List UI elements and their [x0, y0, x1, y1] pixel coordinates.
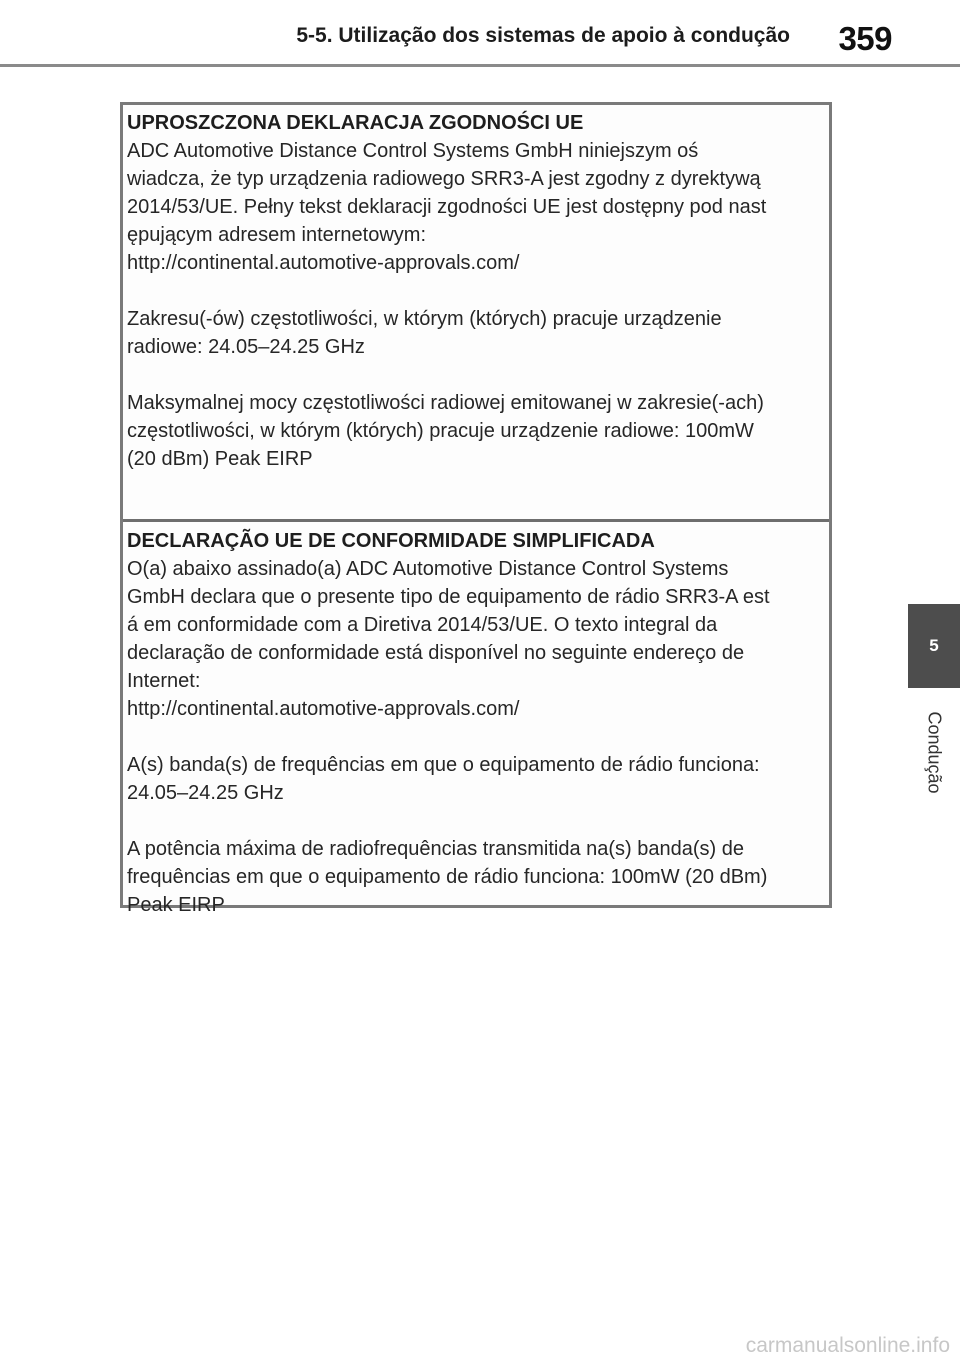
header-rule	[0, 64, 960, 67]
chapter-number: 5	[929, 636, 939, 655]
declaration-title: DECLARAÇÃO UE DE CONFORMIDADE SIMPLIFICADA	[127, 530, 655, 552]
text-line: radiowe: 24.05–24.25 GHz	[127, 336, 365, 358]
text-line: ADC Automotive Distance Control Systems GmbH niniejszym oś	[127, 140, 699, 162]
spacer	[127, 277, 825, 305]
text-line: ępującym adresem internetowym:	[127, 224, 427, 246]
text-line: GmbH declara que o presente tipo de equipamento de rádio SRR3-A est	[127, 586, 770, 608]
text-line: á em conformidade com a Diretiva 2014/53/UE. O texto integral da	[127, 614, 718, 636]
page-header	[0, 0, 960, 66]
section-divider	[123, 519, 829, 522]
text-line: Internet:	[127, 670, 201, 692]
declaration-title: UPROSZCZONA DEKLARACJA ZGODNOŚCI UE	[127, 112, 584, 134]
text-line: Peak EIRP	[127, 894, 225, 916]
spacer	[127, 807, 825, 835]
declaration-polish	[123, 105, 829, 521]
section-title: 5-5. Utilização dos sistemas de apoio à condução	[296, 24, 790, 47]
spacer	[127, 723, 825, 751]
text-line: Zakresu(-ów) częstotliwości, w którym (których) pracuje urządzenie	[127, 308, 722, 330]
page-number: 359	[838, 20, 892, 57]
text-line: 24.05–24.25 GHz	[127, 782, 284, 804]
text-line: wiadcza, że typ urządzenia radiowego SRR3-A jest zgodny z dyrektywą	[127, 168, 761, 190]
text-line: declaração de conformidade está disponível no seguinte endereço de	[127, 642, 745, 664]
url-text: http://continental.automotive-approvals.com/	[127, 698, 520, 720]
text-line: (20 dBm) Peak EIRP	[127, 448, 313, 470]
chapter-tab[interactable]	[908, 604, 960, 688]
text-line: Maksymalnej mocy częstotliwości radiowej emitowanej w zakresie(-ach)	[127, 392, 764, 414]
url-text: http://continental.automotive-approvals.com/	[127, 252, 520, 274]
declaration-portuguese	[123, 523, 829, 916]
text-line: A potência máxima de radiofrequências transmitida na(s) banda(s) de	[127, 838, 744, 860]
spacer	[127, 361, 825, 389]
text-line: częstotliwości, w którym (których) pracuje urządzenie radiowe: 100mW	[127, 420, 754, 442]
text-line: 2014/53/UE. Pełny tekst deklaracji zgodności UE jest dostępny pod nast	[127, 196, 767, 218]
declaration-box	[120, 102, 832, 916]
chapter-label-text: Condução	[924, 710, 945, 794]
text-line: A(s) banda(s) de frequências em que o equipamento de rádio funciona:	[127, 754, 760, 776]
text-line: frequências em que o equipamento de rádio funciona: 100mW (20 dBm)	[127, 866, 768, 888]
watermark: carmanualsonline.info	[745, 1334, 950, 1357]
text-line: O(a) abaixo assinado(a) ADC Automotive Distance Control Systems	[127, 558, 729, 580]
chapter-label	[892, 700, 960, 804]
